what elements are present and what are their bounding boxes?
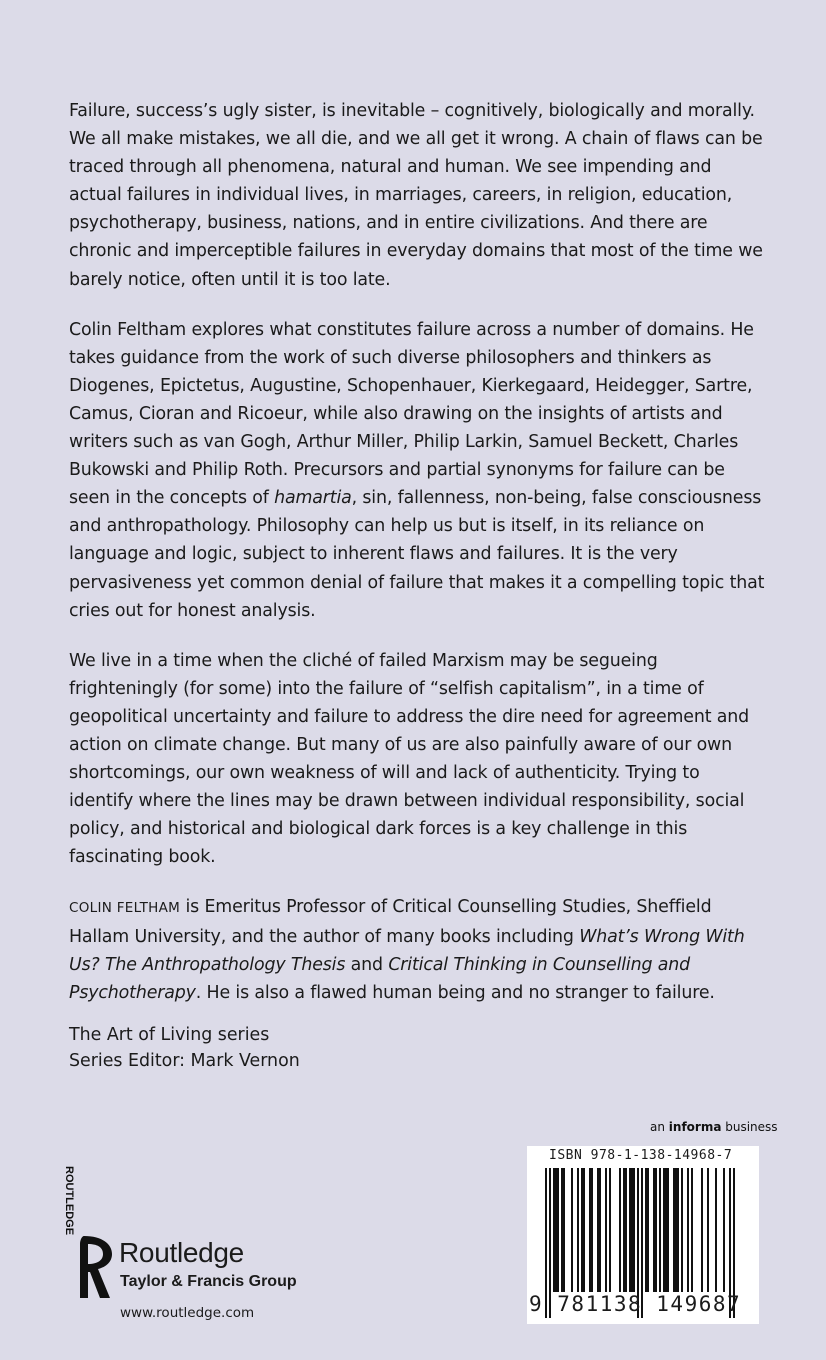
- barcode-bar: [663, 1168, 665, 1292]
- routledge-logo-icon: [62, 1166, 116, 1302]
- barcode-bar: [597, 1168, 599, 1292]
- author-bio: [69, 893, 769, 1006]
- informa-brand: informa: [668, 1120, 722, 1134]
- author-bio-text-a: is Emeritus Professor of Critical Counselling Studies, Sheffield Hallam University, and the author of many books including: [69, 897, 712, 947]
- routledge-logo-vertical-text: ROUTLEDGE: [63, 1166, 75, 1236]
- isbn-label: ISBN 978-1-138-14968-7: [549, 1148, 733, 1163]
- barcode-bar: [577, 1168, 579, 1292]
- back-cover-blurb: [69, 97, 769, 1029]
- blurb-paragraph-2: [69, 316, 769, 625]
- barcode-bar: [581, 1168, 583, 1292]
- blurb-p2-italic: hamartia: [274, 488, 352, 509]
- barcode-bar: [691, 1168, 693, 1292]
- blurb-paragraph-1: Failure, success’s ugly sister, is inevitable – cognitively, biologically and morally. We all make mistakes, we all die, and we all get it wrong. A chain of flaws can be traced through all phenomena, natural and human. We see impending and actual failures in individual lives, in marriages, careers, in religion, education, psychotherapy, business, nations, and in entire civilizations. And there are chronic and imperceptible failures in everyday domains that most of the time we barely notice, often until it is too late.: [69, 101, 763, 290]
- barcode-bar: [653, 1168, 655, 1292]
- barcode-bar: [605, 1168, 607, 1292]
- barcode-bar: [655, 1168, 657, 1292]
- blurb-p2-text-b: , sin, fallenness, non-being, false consciousness and anthropathology. Philosophy can help us but is itself, in its reliance on language and logic, subject to inherent flaws and failures. It is the very pervasiveness yet common denial of failure that makes it a compelling topic that cries out for honest analysis.: [69, 488, 765, 621]
- informa-prefix: an: [650, 1120, 669, 1134]
- barcode-bar: [681, 1168, 683, 1292]
- barcode-bar: [609, 1168, 611, 1292]
- barcode-bar: [591, 1168, 593, 1292]
- publisher-group: Taylor & Francis Group: [120, 1273, 297, 1290]
- publisher-name: Routledge: [119, 1237, 244, 1268]
- barcode-bar: [619, 1168, 621, 1292]
- barcode-bar: [701, 1168, 703, 1292]
- barcode-bar: [625, 1168, 627, 1292]
- barcode-bar: [631, 1168, 633, 1292]
- isbn-barcode: [527, 1146, 759, 1324]
- barcode-bar: [563, 1168, 565, 1292]
- barcode-bar: [599, 1168, 601, 1292]
- barcode-bar: [633, 1168, 635, 1292]
- publisher-url[interactable]: www.routledge.com: [120, 1305, 255, 1321]
- author-name: COLIN FELTHAM: [69, 900, 181, 917]
- barcode-bar: [623, 1168, 625, 1292]
- barcode-bar: [715, 1168, 717, 1292]
- barcode-bar: [723, 1168, 725, 1292]
- series-info: [69, 1022, 300, 1074]
- author-bio-text-c: . He is also a flawed human being and no stranger to failure.: [195, 982, 715, 1003]
- barcode-bar: [675, 1168, 677, 1292]
- barcode-bar: [673, 1168, 675, 1292]
- barcode-bar: [645, 1168, 647, 1292]
- series-editor: Series Editor: Mark Vernon: [69, 1051, 300, 1071]
- barcode-bar: [667, 1168, 669, 1292]
- barcode-bar: [707, 1168, 709, 1292]
- blurb-paragraph-3: We live in a time when the cliché of failed Marxism may be segueing frighteningly (for some) into the failure of “selfish capitalism”, in a time of geopolitical uncertainty and failure to address the dire need for agreement and action on climate change. But many of us are also painfully aware of our own shortcomings, our own weakness of will and lack of authenticity. Trying to identify where the lines may be drawn between individual responsibility, social policy, and historical and biological dark forces is a key challenge in this fascinating book.: [69, 650, 750, 868]
- barcode-bar: [571, 1168, 573, 1292]
- barcode-bar: [629, 1168, 631, 1292]
- barcode-bar: [687, 1168, 689, 1292]
- author-bio-text-b: and: [345, 954, 389, 975]
- barcode-bar: [659, 1168, 661, 1292]
- barcode-bar: [555, 1168, 557, 1292]
- informa-suffix: business: [721, 1120, 778, 1134]
- barcode-bar: [665, 1168, 667, 1292]
- book-title-2: Critical Thinking in Counselling and Psychotherapy: [69, 954, 691, 1003]
- book-title-1: What’s Wrong With Us? The Anthropathology Thesis: [69, 926, 745, 975]
- ean-digits: 9 781138 149687: [529, 1292, 742, 1316]
- barcode-bar: [557, 1168, 559, 1292]
- barcode-bar: [583, 1168, 585, 1292]
- barcode-bar: [553, 1168, 555, 1292]
- barcode-bar: [647, 1168, 649, 1292]
- barcode-bar: [561, 1168, 563, 1292]
- series-name: The Art of Living series: [69, 1025, 270, 1045]
- blurb-p2-text-a: Colin Feltham explores what constitutes failure across a number of domains. He takes guidance from the work of such diverse philosophers and thinkers as Diogenes, Epictetus, Augustine, Schopenhauer, Kierkegaard, Heidegger, Sartre, Camus, Cioran and Ricoeur, while also drawing on the insights of artists and writers such as van Gogh, Arthur Miller, Philip Larkin, Samuel Beckett, Charles Bukowski and Philip Roth. Precursors and partial synonyms for failure can be seen in the concepts of: [69, 319, 754, 509]
- barcode-bar: [589, 1168, 591, 1292]
- barcode-bar: [677, 1168, 679, 1292]
- informa-tagline: [650, 1120, 778, 1134]
